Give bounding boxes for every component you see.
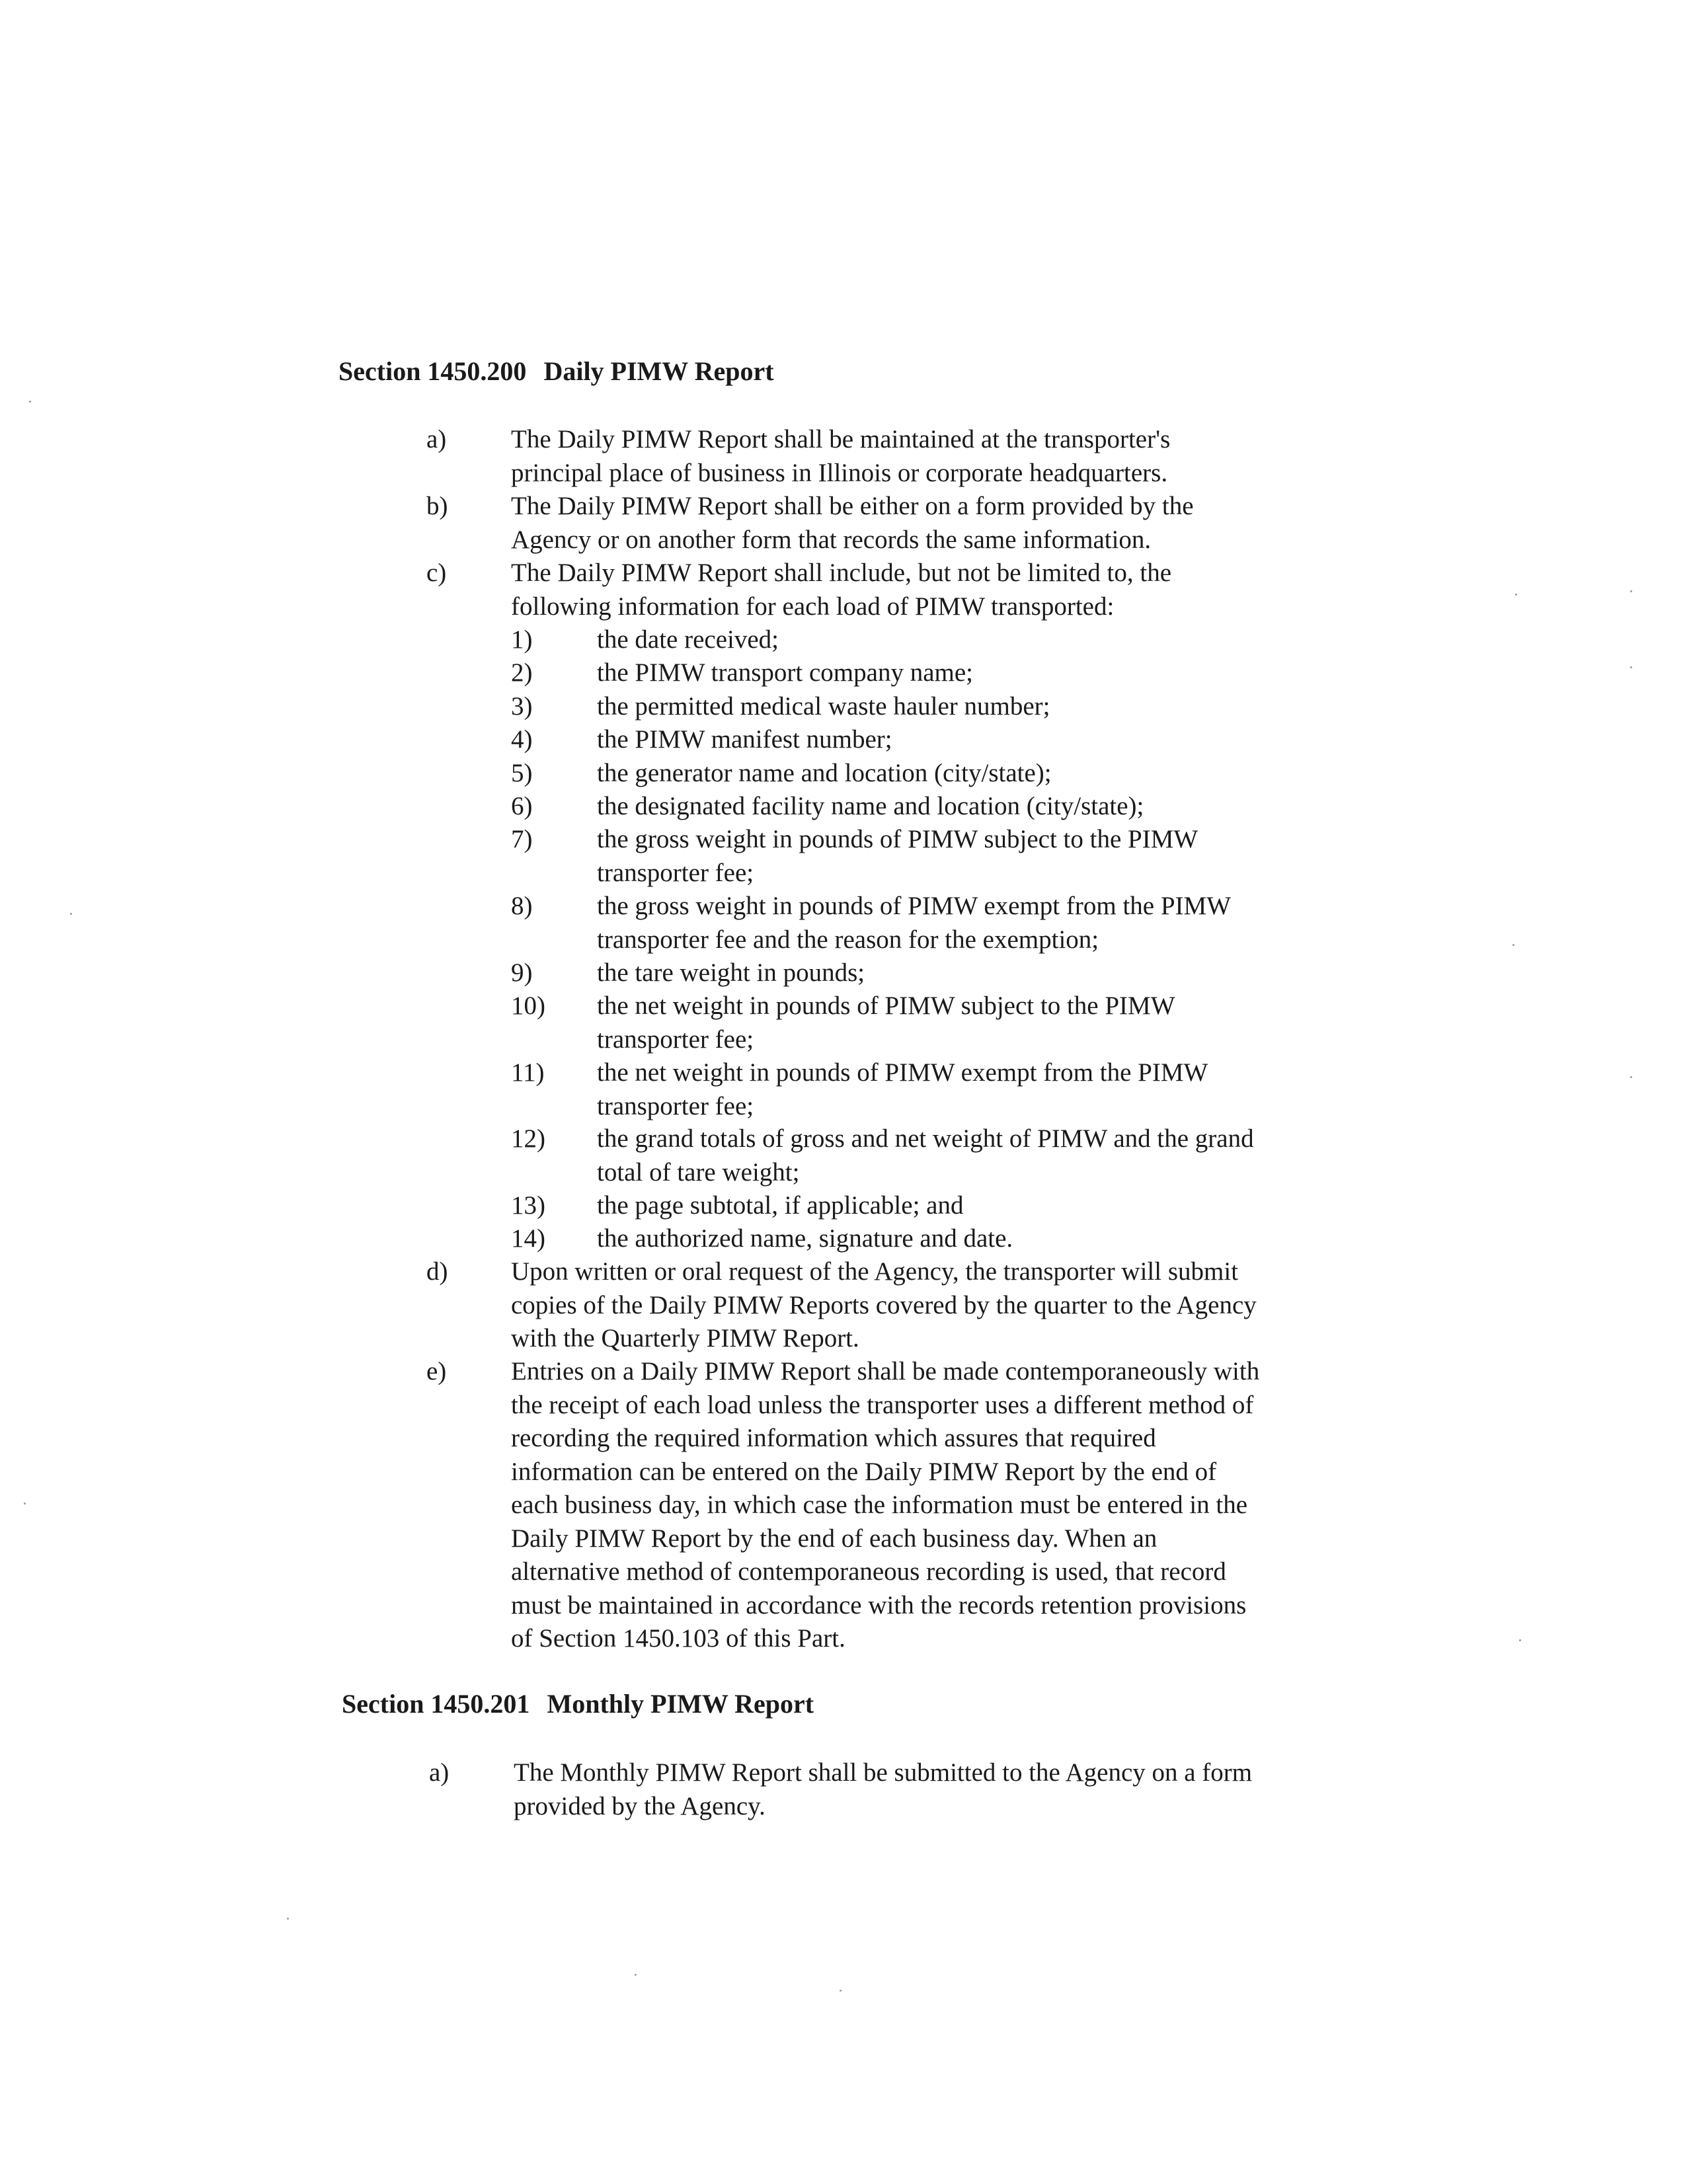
scan-speck: [635, 1974, 637, 1976]
scan-speck: [1515, 594, 1517, 596]
sub-item-label: 13): [511, 1191, 545, 1220]
section-heading-1450-200: [338, 355, 774, 388]
sub-item-text-line: total of tare weight;: [597, 1157, 800, 1187]
sub-item-label: 11): [511, 1058, 545, 1087]
section-number: Section 1450.200: [338, 356, 527, 386]
item-text-line: The Monthly PIMW Report shall be submitted to the Agency on a form: [514, 1758, 1253, 1787]
item-text-line: The Daily PIMW Report shall be either on a form provided by the: [511, 492, 1194, 520]
sub-item-text-line: the net weight in pounds of PIMW exempt from the PIMW: [597, 1058, 1208, 1087]
sub-item-label: 1): [511, 625, 533, 654]
item-text-line: copies of the Daily PIMW Reports covered by the quarter to the Agency: [511, 1290, 1257, 1319]
scan-speck: [1519, 1639, 1521, 1641]
item-text-line: Agency or on another form that records the same information.: [511, 525, 1152, 554]
section-title: Monthly PIMW Report: [547, 1689, 814, 1719]
item-text-line: Entries on a Daily PIMW Report shall be made contemporaneously with: [511, 1357, 1260, 1385]
item-text-line: must be maintained in accordance with the records retention provisions: [511, 1590, 1247, 1619]
item-text-line: recording the required information which assures that required: [511, 1424, 1156, 1452]
item-text-line: the receipt of each load unless the transporter uses a different method of: [511, 1390, 1254, 1419]
item-text-line: with the Quarterly PIMW Report.: [511, 1324, 859, 1352]
item-text-line: principal place of business in Illinois or corporate headquarters.: [511, 458, 1168, 487]
sub-item-label: 9): [511, 958, 533, 987]
item-text-line: following information for each load of PIMW transported:: [511, 592, 1115, 621]
item-text-line: of Section 1450.103 of this Part.: [511, 1624, 845, 1653]
sub-item-text-line: transporter fee and the reason for the exemption;: [597, 925, 1099, 954]
scan-speck: [29, 401, 31, 403]
sub-item-text-line: the permitted medical waste hauler number;: [597, 692, 1050, 721]
scan-speck: [24, 1502, 26, 1504]
sub-item-label: 10): [511, 992, 545, 1020]
sub-item-text-line: the generator name and location (city/state);: [597, 759, 1052, 787]
item-text-line: provided by the Agency.: [514, 1791, 765, 1820]
scan-speck: [1630, 590, 1632, 592]
section-number: Section 1450.201: [342, 1689, 530, 1719]
sub-item-text-line: transporter fee;: [597, 1025, 754, 1054]
item-text-line: information can be entered on the Daily PIMW Report by the end of: [511, 1457, 1217, 1486]
item-text-line: alternative method of contemporaneous recording is used, that record: [511, 1557, 1226, 1586]
item-text-line: The Daily PIMW Report shall include, but not be limited to, the: [511, 559, 1172, 587]
item-label: c): [426, 559, 447, 587]
section-title: Daily PIMW Report: [543, 356, 774, 386]
item-label: d): [426, 1257, 448, 1286]
scan-speck: [1512, 944, 1514, 946]
sub-item-label: 8): [511, 892, 533, 920]
sub-item-label: 5): [511, 759, 533, 787]
item-text-line: Upon written or oral request of the Agency, the transporter will submit: [511, 1257, 1239, 1286]
sub-item-text-line: the designated facility name and location (city/state);: [597, 792, 1144, 820]
item-text-line: The Daily PIMW Report shall be maintained at the transporter's: [511, 425, 1171, 453]
sub-item-text-line: transporter fee;: [597, 858, 754, 887]
sub-item-text-line: the authorized name, signature and date.: [597, 1224, 1013, 1253]
sub-item-label: 12): [511, 1124, 545, 1153]
sub-item-text-line: transporter fee;: [597, 1091, 754, 1120]
scan-speck: [1630, 1076, 1632, 1078]
item-label: a): [426, 425, 447, 453]
sub-item-text-line: the date received;: [597, 625, 779, 654]
sub-item-label: 6): [511, 792, 533, 820]
sub-item-text-line: the gross weight in pounds of PIMW exempt from the PIMW: [597, 892, 1232, 920]
scan-speck: [287, 1918, 289, 1920]
sub-item-label: 4): [511, 725, 533, 754]
sub-item-text-line: the PIMW transport company name;: [597, 658, 973, 687]
scan-speck: [1630, 666, 1632, 668]
item-label: b): [426, 492, 448, 520]
sub-item-text-line: the net weight in pounds of PIMW subject to the PIMW: [597, 992, 1175, 1020]
sub-item-text-line: the gross weight in pounds of PIMW subject to the PIMW: [597, 825, 1198, 853]
scan-speck: [70, 913, 72, 915]
item-label: e): [426, 1357, 447, 1385]
item-text-line: Daily PIMW Report by the end of each business day. When an: [511, 1524, 1157, 1553]
sub-item-text-line: the PIMW manifest number;: [597, 725, 892, 754]
item-text-line: each business day, in which case the information must be entered in the: [511, 1491, 1248, 1519]
section-heading-1450-201: [342, 1688, 814, 1721]
item-label: a): [429, 1758, 450, 1787]
scan-speck: [840, 1990, 842, 1992]
sub-item-label: 14): [511, 1224, 545, 1253]
sub-item-label: 2): [511, 658, 533, 687]
sub-item-text-line: the grand totals of gross and net weight of PIMW and the grand: [597, 1124, 1254, 1153]
sub-item-label: 7): [511, 825, 533, 853]
sub-item-text-line: the tare weight in pounds;: [597, 958, 865, 987]
sub-item-text-line: the page subtotal, if applicable; and: [597, 1191, 964, 1220]
sub-item-label: 3): [511, 692, 533, 721]
